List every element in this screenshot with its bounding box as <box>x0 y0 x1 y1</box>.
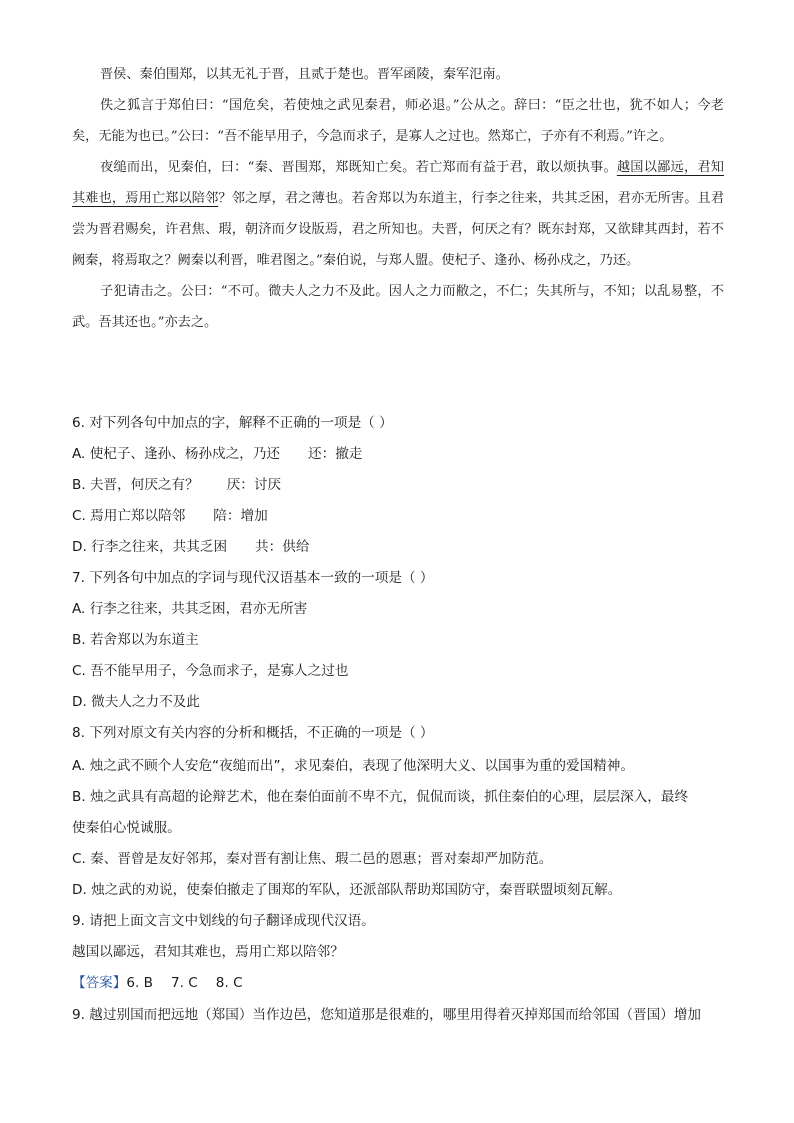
underlined-sentence: 越国以鄙远，君知其难也，焉用亡郑以陪邻 <box>72 160 724 206</box>
q6-option-b <box>72 473 281 493</box>
answer-7: 7. C <box>171 975 198 991</box>
q9-stem: 9. 请把上面文言文中划线的句子翻译成现代汉语。 <box>72 913 375 929</box>
q7-option-a: A. 行李之往来，共其乏困，君亦无所害 <box>72 601 308 617</box>
passage-paragraph-1: 晋侯、秦伯围郑，以其无礼于晋，且贰于楚也。晋军函陵，秦军氾南。 <box>100 67 509 82</box>
q8-option-d: D. 烛之武的劝说，使秦伯撤走了围郑的军队，还派部队帮助郑国防守，秦晋联盟顷刻瓦解。 <box>72 882 622 898</box>
q6-option-c-text: C. 焉用亡郑以陪邻 <box>72 508 186 524</box>
q6-option-c-gloss: 陪：增加 <box>213 508 268 524</box>
q7-stem: 7. 下列各句中加点的字词与现代汉语基本一致的一项是（ ） <box>72 570 434 586</box>
q6-option-b-gloss: 厌：讨厌 <box>226 477 282 493</box>
passage-paragraph-3 <box>72 152 724 276</box>
answer-6: 6. B <box>126 975 153 991</box>
passage-p3-before: 夜缒而出，见秦伯，曰：“秦、晋围郑，郑既知亡矣。若亡郑而有益于君，敢以烦执事。 <box>100 160 617 175</box>
q7-option-d: D. 微夫人之力不及此 <box>72 694 200 710</box>
passage-paragraph-2: 佚之狐言于郑伯曰：“国危矣，若使烛之武见秦君，师必退。”公从之。辞曰：“臣之壮也，犹不如人；今老矣，无能为也已。”公曰：“吾不能早用子，今急而求子，是寡人之过也。然郑亡，子亦有不利焉。”许之。 <box>72 98 724 144</box>
q6-option-d-text: D. 行李之往来，共其乏困 <box>72 539 228 555</box>
answer-line <box>72 971 243 991</box>
q6-option-c <box>72 504 268 524</box>
classical-passage <box>72 59 724 338</box>
q7-option-b: B. 若舍郑以为东道主 <box>72 632 199 648</box>
q7-option-c: C. 吾不能早用子，今急而求子，是寡人之过也 <box>72 663 349 679</box>
q8-option-b-line1: B. 烛之武具有高超的论辩艺术，他在秦伯面前不卑不亢，侃侃而谈，抓住秦伯的心理，层层深入，最终 <box>72 789 689 805</box>
answer-8: 8. C <box>215 975 243 991</box>
q6-option-a <box>72 442 362 462</box>
passage-p3-after: ？邻之厚，君之薄也。若舍郑以为东道主，行李之往来，共其乏困，君亦无所害。且君尝为晋君赐矣，许君焦、瑕，朝济而夕设版焉，君之所知也。夫晋，何厌之有？既东封郑，又欲肆其西封，若不阙秦，将焉取之？阙秦以利晋，唯君图之。”秦伯说，与郑人盟。使杞子、逢孙、杨孙戍之，乃还。 <box>72 191 725 268</box>
q6-option-b-text: B. 夫晋，何厌之有？ <box>72 477 199 493</box>
q6-option-a-text: A. 使杞子、逢孙、杨孙戍之，乃还 <box>72 446 281 462</box>
q6-stem: 6. 对下列各句中加点的字，解释不正确的一项是（ ） <box>72 415 393 431</box>
q6-option-a-gloss: 还：撤走 <box>308 446 363 462</box>
answer-9: 9. 越过别国而把远地（郑国）当作边邑，您知道那是很难的，哪里用得着灭掉郑国而给邻国（晋国）增加 <box>72 1007 702 1023</box>
q8-option-a: A. 烛之武不顾个人安危“夜缒而出”，求见秦伯，表现了他深明大义、以国事为重的爱国精神。 <box>72 758 634 774</box>
q9-sentence: 越国以鄙远，君知其难也，焉用亡郑以陪邻？ <box>72 944 344 960</box>
answer-label: 【答案】 <box>72 975 127 991</box>
q6-option-d-gloss: 共：供给 <box>255 539 310 555</box>
q8-stem: 8. 下列对原文有关内容的分析和概括，不正确的一项是（ ） <box>72 725 434 741</box>
q8-option-b-line2: 使秦伯心悦诚服。 <box>72 820 181 836</box>
passage-paragraph-4: 子犯请击之。公曰：“不可。微夫人之力不及此。因人之力而敝之，不仁；失其所与，不知；以乱易整，不武。吾其还也。”亦去之。 <box>72 284 724 330</box>
q6-option-d <box>72 535 309 555</box>
q8-option-c: C. 秦、晋曾是友好邻邦，秦对晋有割让焦、瑕二邑的恩惠；晋对秦却严加防范。 <box>72 851 553 867</box>
